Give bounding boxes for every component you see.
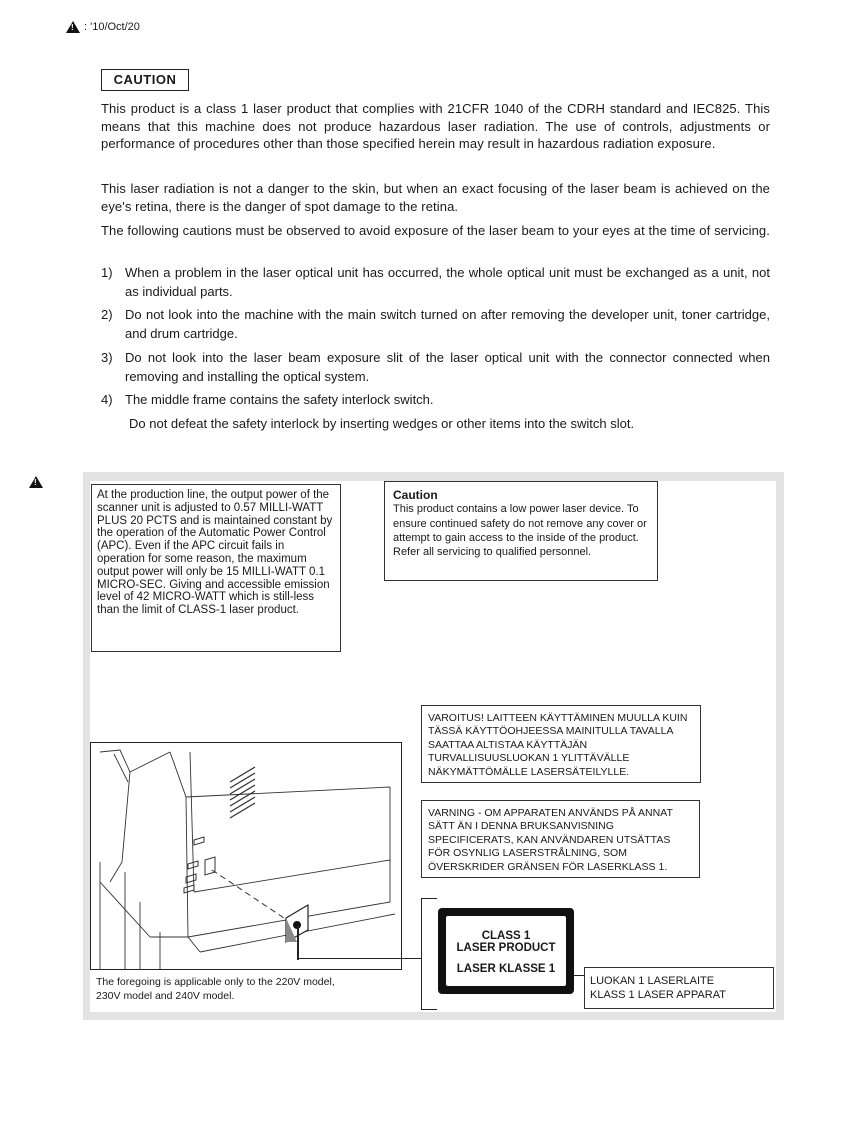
revision-date: : '10/Oct/20 bbox=[84, 21, 140, 33]
finnish-warning-box: VAROITUS! LAITTEEN KÄYTTÄMINEN MUULLA KUIN TÄSSÄ KÄYTTÖOHJEESSA MAINITULLA TAVALLA SAATTAA ALTISTAA KÄYTTÄJÄN TURVALLISUUSLUOKAN 1 YLITTÄVÄLLE NÄKYMÄTTÖMÄLLE LASERSÄTEILYLLE. bbox=[421, 705, 701, 783]
list-text: Do not look into the machine with the main switch turned on after removing the developer unit, toner cartridge, and drum cartridge. bbox=[125, 307, 770, 341]
list-item bbox=[101, 349, 770, 386]
list-item bbox=[101, 391, 770, 410]
class1-laser-label bbox=[438, 908, 574, 994]
list-number: 3) bbox=[101, 350, 113, 365]
list-item bbox=[101, 306, 770, 343]
caution-label-heading: Caution bbox=[393, 488, 438, 502]
paragraph-cautions: The following cautions must be observed to avoid exposure of the laser beam to your eyes at the time of servicing. bbox=[101, 223, 770, 238]
list-text: Do not look into the laser beam exposure slit of the laser optical unit with the connector connected when removing and installing the optical system. bbox=[125, 350, 770, 384]
label-bracket bbox=[421, 898, 422, 1010]
label-connector bbox=[574, 975, 584, 976]
caution-label-text: This product contains a low power laser device. To ensure continued safety do not remove any cover or attempt to gain access to the inside of the product. Refer all servicing to qualified personnel. bbox=[393, 503, 647, 559]
paragraph-class1: This product is a class 1 laser product that complies with 21CFR 1040 of the CDRH standard and IEC825. This means that this machine does not produce hazardous laser radiation. The use of controls, adjustments or performance of procedures other than those specified herein may result in hazardous radiation exposure. bbox=[101, 101, 770, 151]
list-note: Do not defeat the safety interlock by inserting wedges or other items into the switch slot. bbox=[129, 416, 635, 431]
side-warning bbox=[29, 475, 43, 493]
nordic-label-box: LUOKAN 1 LASERLAITE KLASS 1 LASER APPARAT bbox=[584, 967, 774, 1009]
figure-footnote: The foregoing is applicable only to the 220V model, 230V model and 240V model. bbox=[96, 976, 335, 1002]
warning-triangle-icon bbox=[66, 21, 80, 33]
label-class1: CLASS 1 bbox=[481, 930, 531, 942]
list-number: 4) bbox=[101, 392, 113, 407]
machine-drawing bbox=[90, 742, 402, 970]
list-text: When a problem in the laser optical unit has occurred, the whole optical unit must be exchanged as a unit, not as individual parts. bbox=[125, 265, 770, 299]
label-bracket bbox=[421, 898, 437, 899]
caution-title: CAUTION bbox=[101, 69, 189, 91]
label-bracket bbox=[421, 1009, 437, 1010]
list-number: 2) bbox=[101, 307, 113, 322]
revision-header bbox=[66, 21, 140, 33]
warning-triangle-icon bbox=[29, 476, 43, 488]
list-number: 1) bbox=[101, 265, 113, 280]
list-text: The middle frame contains the safety interlock switch. bbox=[125, 392, 434, 407]
caution-label-box bbox=[384, 481, 658, 581]
list-item bbox=[101, 264, 770, 301]
paragraph-retina: This laser radiation is not a danger to the skin, but when an exact focusing of the laser beam is achieved on the eye's retina, there is the danger of spot damage to the retina. bbox=[101, 181, 770, 214]
swedish-warning-box: VARNING - OM APPARATEN ANVÄNDS PÅ ANNAT SÄTT ÄN I DENNA BRUKSANVISNING SPECIFICERATS, KAN ANVÄNDAREN UTSÄTTAS FÖR OSYNLIG LASERSTRÅLNING, SOM ÖVERSKRIDER GRÄNSEN FÖR LASERKLASS 1. bbox=[421, 800, 700, 878]
leader-line bbox=[297, 926, 299, 960]
leader-line bbox=[297, 958, 421, 959]
production-note-box: At the production line, the output power of the scanner unit is adjusted to 0.57 MILLI-WATT PLUS 20 PCTS and is maintained constant by the operation of the Automatic Power Control (APC). Even if the APC circuit fails in operation for some reason, the maximum output power will only be 15 MILLI-WATT 0.1 MICRO-SEC. Giving and accessible emission level of 42 MICRO-WATT which is still-less than the limit of CLASS-1 laser product. bbox=[91, 484, 341, 652]
label-laser-klasse: LASER KLASSE 1 bbox=[456, 963, 556, 975]
label-laser-product: LASER PRODUCT bbox=[456, 942, 556, 954]
